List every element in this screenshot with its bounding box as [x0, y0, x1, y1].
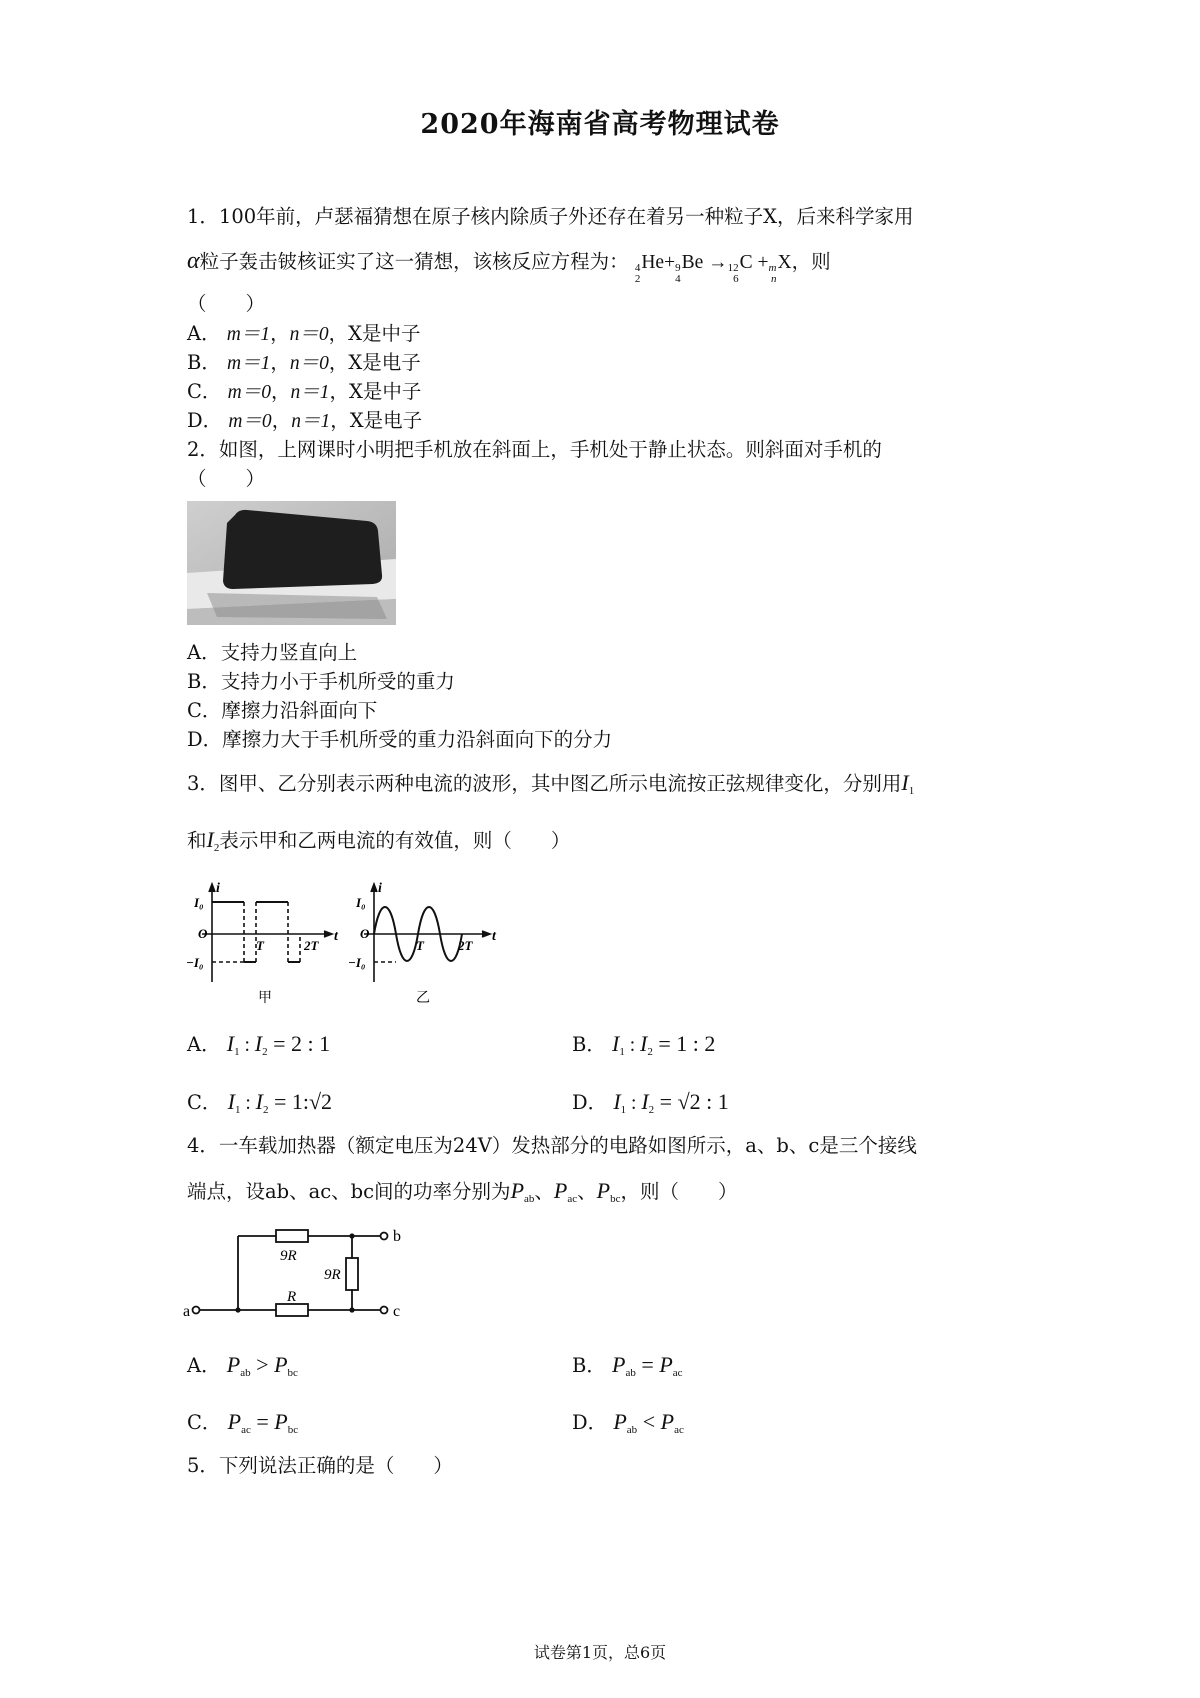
q3-option-a: A． $I_1$ : $I_2 = 2$ : 1 — [187, 1031, 331, 1058]
q4-stem-line2: 端点，设ab、ac、bc间的功率分别为$P_{ab}$、$P_{ac}$、$P_{bc}$，则（ ） — [187, 1178, 738, 1205]
q2-option-d: D．摩擦力大于手机所受的重力沿斜面向下的分力 — [187, 728, 613, 751]
q1-stem-line2: α粒子轰击铍核证实了这一猜想，该核反应方程为： 4 2 He+ 9 4 Be → 12 6 C + m n X，则 — [187, 248, 831, 285]
page-footer: 试卷第1页，总6页 — [533, 1643, 667, 1662]
q1-option-d: D． m＝0，n＝1，X是电子 — [187, 409, 423, 432]
q2-option-a: A．支持力竖直向上 — [187, 641, 358, 664]
q3-option-c: C． $I_1$ : $I_2$ = 1:√2 — [187, 1089, 333, 1116]
label-9r-top: 9R — [280, 1248, 297, 1264]
label-9r-side: 9R — [324, 1267, 341, 1283]
alpha-symbol: α — [187, 248, 200, 274]
q4-option-b: B． $P_{ab} = P_{ac}$ — [572, 1352, 683, 1379]
graph-jia-i0: I₀ — [194, 895, 204, 910]
q1-option-c: C． m＝0，n＝1，X是中子 — [187, 380, 422, 403]
graph-jia-2T: 2T — [304, 938, 319, 953]
graph-jia-T: T — [256, 938, 264, 953]
q1-stem-line1: 1．100年前，卢瑟福猜想在原子核内除质子外还存在着另一种粒子X，后来科学家用 — [187, 205, 914, 228]
q4-option-a: A． $P_{ab} > P_{bc}$ — [187, 1352, 298, 1379]
label-a: a — [183, 1303, 191, 1320]
q2-option-b: B．支持力小于手机所受的重力 — [187, 670, 455, 693]
graph-yi-2T: 2T — [458, 938, 473, 953]
resistor-9r-top — [276, 1230, 308, 1242]
graph-yi-neg-i0: −I₀ — [348, 955, 366, 970]
page-title: 2020年海南省高考物理试卷 — [420, 109, 780, 140]
q4-option-d: D． $P_{ab} < P_{ac}$ — [572, 1409, 684, 1436]
q3-option-d: D． $I_1$ : $I_2 = √2$ : 1 — [572, 1089, 729, 1116]
terminal-b — [381, 1233, 388, 1240]
nuclear-equation: 4 2 He+ 9 4 Be → 12 6 C + m n X — [634, 252, 792, 285]
graph-yi-T: T — [416, 938, 424, 953]
phone-on-slope-photo — [187, 501, 396, 625]
graph-jia-i-label: i — [216, 881, 220, 896]
resistor-r — [276, 1304, 308, 1316]
q1-option-a: A． m＝1，n＝0，X是中子 — [187, 322, 421, 345]
q5-stem: 5．下列说法正确的是（ ） — [187, 1454, 453, 1477]
q3-stem-line2: 和$I_2$表示甲和乙两电流的有效值，则（ ） — [187, 827, 571, 854]
label-c: c — [393, 1303, 401, 1320]
q2-paren: （ ） — [187, 467, 266, 490]
terminal-c — [381, 1307, 388, 1314]
graph-yi-i0: I₀ — [356, 895, 366, 910]
label-r: R — [287, 1289, 297, 1305]
graph-yi-origin: O — [360, 926, 370, 941]
resistor-9r-side — [346, 1258, 358, 1290]
q3-stem-line1: 3．图甲、乙分别表示两种电流的波形，其中图乙所示电流按正弦规律变化，分别用$I_1$ — [187, 770, 915, 797]
q4-stem-line1: 4．一车载加热器（额定电压为24V）发热部分的电路如图所示，a、b、c是三个接线 — [187, 1134, 917, 1157]
q1-option-b: B． m＝1，n＝0，X是电子 — [187, 351, 421, 374]
graph-jia-neg-i0: −I₀ — [186, 955, 204, 970]
label-b: b — [393, 1228, 401, 1245]
graph-jia-caption: 甲 — [258, 991, 272, 1006]
graph-jia-t-label: t — [334, 929, 338, 944]
graph-yi-t-label: t — [492, 929, 496, 944]
graph-yi-i-label: i — [378, 881, 382, 896]
graph-jia — [184, 880, 344, 1005]
q2-stem: 2．如图，上网课时小明把手机放在斜面上，手机处于静止状态。则斜面对手机的 — [187, 438, 882, 461]
graph-yi-caption: 乙 — [416, 991, 430, 1006]
graph-jia-origin: O — [198, 926, 208, 941]
q4-option-c: C． $P_{ac} = P_{bc}$ — [187, 1409, 299, 1436]
q2-option-c: C．摩擦力沿斜面向下 — [187, 699, 378, 722]
terminal-a — [193, 1307, 200, 1314]
q1-paren: （ ） — [187, 292, 266, 315]
graph-yi — [350, 880, 500, 1005]
q3-option-b: B． $I_1$ : $I_2 = 1$ : 2 — [572, 1031, 716, 1058]
heater-circuit — [184, 1222, 414, 1324]
